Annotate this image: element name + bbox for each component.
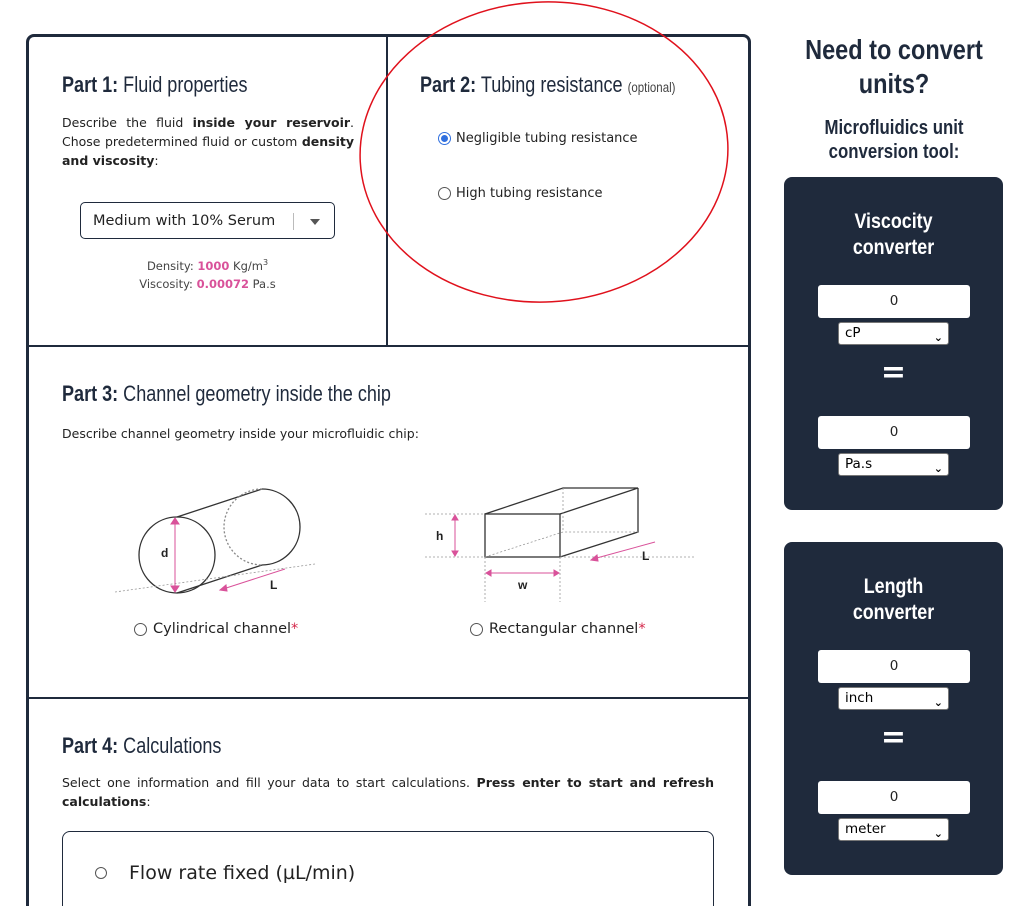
diagram-label-l: L [270, 578, 278, 592]
cylindrical-channel-option[interactable] [134, 621, 298, 637]
part3-description: Describe channel geometry inside your microfluidic chip: [62, 426, 419, 441]
viscosity-input-bottom[interactable]: 0 [818, 416, 970, 449]
part4-description: Select one information and fill your data to start calculations. Press enter to start and refresh calculations: [62, 775, 714, 809]
section-divider-vertical [386, 37, 388, 345]
part3-title: Part 3: Channel geometry inside the chip [62, 381, 391, 406]
cylinder-channel-diagram[interactable] [115, 482, 325, 597]
length-input-bottom[interactable]: 0 [818, 781, 970, 814]
length-converter-title: Length converter [852, 575, 935, 624]
chevron-down-icon: ⌄ [933, 462, 943, 475]
fluid-select-value: Medium with 10% Serum [93, 212, 276, 229]
chevron-down-icon[interactable] [310, 219, 320, 225]
section-divider [28, 345, 749, 347]
required-mark: * [638, 621, 646, 637]
convert-subheading: Microfluidics unit conversion tool: [824, 117, 964, 163]
equals-sign: = [880, 355, 907, 390]
fluid-select[interactable] [80, 202, 335, 239]
convert-heading: Need to convert units? [805, 34, 983, 99]
diagram-label-d: d [161, 546, 169, 560]
part1-description: Describe the fluid inside your reservoir. Chose predetermined fluid or custom density and viscosity: [62, 115, 354, 168]
cylindrical-channel-label: Cylindrical channel [153, 621, 292, 637]
diagram-label-w: w [518, 578, 528, 592]
length-unit-select-top[interactable]: inch ⌄ [838, 687, 949, 710]
viscosity-unit-select-top[interactable]: cP ⌄ [838, 322, 949, 345]
tubing-negligible-option[interactable] [438, 131, 638, 146]
chevron-down-icon: ⌄ [933, 331, 943, 344]
tubing-negligible-label: Negligible tubing resistance [456, 131, 638, 146]
required-mark: * [291, 621, 299, 637]
part2-title: Part 2: Tubing resistance (optional) [420, 72, 676, 97]
length-input-top[interactable]: 0 [818, 650, 970, 683]
equals-sign: = [880, 720, 907, 755]
viscosity-input-top[interactable]: 0 [818, 285, 970, 318]
length-unit-select-bottom[interactable]: meter ⌄ [838, 818, 949, 841]
radio-icon[interactable] [134, 623, 147, 636]
viscosity-unit-select-bottom[interactable]: Pa.s ⌄ [838, 453, 949, 476]
rectangular-channel-label: Rectangular channel [489, 621, 639, 637]
section-divider [28, 697, 749, 699]
viscosity-readout: Viscosity: 0.00072 Pa.s [139, 277, 276, 291]
part1-title: Part 1: Fluid properties [62, 72, 248, 97]
chevron-down-icon: ⌄ [933, 827, 943, 840]
part4-title: Part 4: Calculations [62, 733, 222, 758]
radio-icon[interactable] [470, 623, 483, 636]
flow-rate-fixed-option[interactable] [95, 862, 355, 884]
density-readout: Density: 1000 $Kg/m^3$ [146, 258, 269, 273]
viscosity-converter-title: Viscocity converter [852, 210, 935, 259]
diagram-label-h: h [436, 529, 444, 543]
tubing-high-label: High tubing resistance [456, 186, 603, 201]
rectangular-channel-option[interactable] [470, 621, 646, 637]
radio-icon[interactable] [95, 867, 107, 879]
rectangular-channel-diagram[interactable] [425, 482, 705, 607]
flow-rate-fixed-label: Flow rate fixed (µL/min) [129, 862, 356, 884]
tubing-high-option[interactable] [438, 186, 603, 201]
radio-checked-icon[interactable] [438, 132, 451, 145]
select-separator [293, 213, 294, 230]
diagram-label-l: L [642, 549, 650, 563]
chevron-down-icon: ⌄ [933, 696, 943, 709]
radio-icon[interactable] [438, 187, 451, 200]
